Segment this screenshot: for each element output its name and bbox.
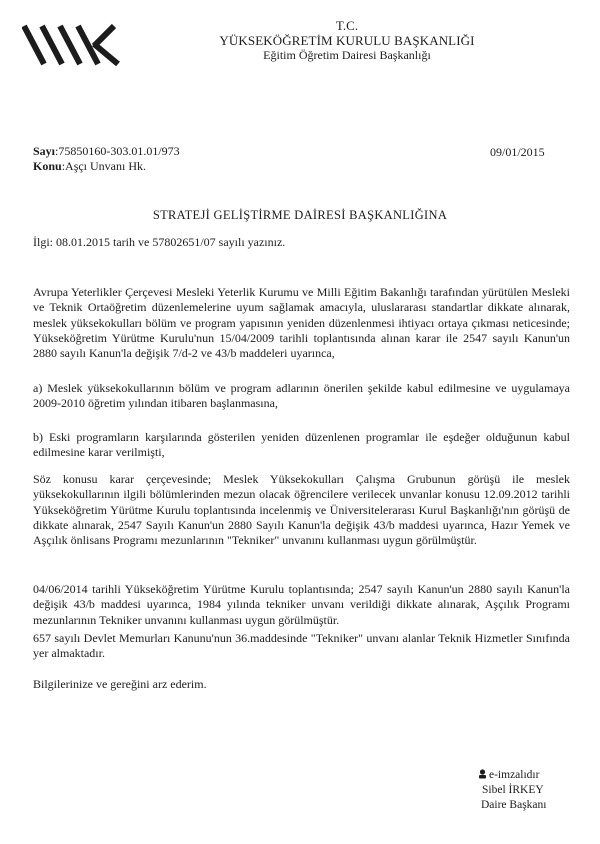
paragraph-657-law: 657 sayılı Devlet Memurları Kanunu'nun 36.maddesinde "Tekniker" unvanı alanlar Teknik Hizmetler Sınıfında yer almaktadır. — [33, 631, 570, 661]
konu-value: :Aşçı Unvanı Hk. — [61, 159, 147, 173]
signer-title: Daire Başkanı — [481, 799, 547, 811]
sayi-line — [33, 144, 180, 159]
signer-name: Sibel İRKEY — [482, 784, 544, 796]
document-date: 09/01/2015 — [490, 145, 545, 159]
sayi-label: Sayı — [33, 144, 56, 158]
department-name: Eğitim Öğretim Dairesi Başkanlığı — [263, 48, 431, 62]
konu-label: Konu — [33, 159, 62, 173]
letterhead — [212, 18, 482, 63]
paragraph-2014-decision: 04/06/2014 tarihli Yükseköğretim Yürütme Kurulu toplantısında; 2547 sayılı Kanun'un 2880 sayılı Kanun'la değişik 43/b maddesi uyarınca, 1984 yılında tekniker unvanı verildiği dikkate alınarak, Aşçılık Programı mezunlarının Tekniker unvanını kullanması uygun görülmüştür. — [33, 582, 570, 627]
reference-line: İlgi: 08.01.2015 tarih ve 57802651/07 sayılı yazınız. — [33, 235, 286, 249]
paragraph-decision: Söz konusu karar çerçevesinde; Meslek Yüksekokulları Çalışma Grubunun görüşü ile meslek yüksekokullarının ilgili bölümlerinden mezun olacak öğrencilere verilecek unvanlar konusu 12.09.2012 tarihli Yükseköğretim Yürütme Kurulu toplantısında incelenmiş ve Üniversitelerarası Kurul Başkanlığı'nın görüşü de dikkate alınarak, 2547 Sayılı Kanun'un 2880 Sayılı Kanun'la değişik 43/b maddesi uyarınca, Hazır Yemek ve Aşçılık önlisans Programı mezunlarının "Tekniker" unvanını kullanması uygun görülmüştür. — [33, 472, 570, 548]
esign-label: e-imzalıdır — [489, 769, 540, 781]
tc-label: T.C. — [335, 18, 359, 33]
signature-block — [478, 768, 588, 813]
esign-line — [478, 768, 588, 783]
closing-line: Bilgilerinize ve gereğini arz ederim. — [33, 677, 207, 691]
e-signature-icon — [478, 769, 487, 779]
konu-line — [33, 159, 146, 174]
yok-logo-icon — [22, 22, 130, 68]
sayi-value: :75850160-303.01.01/973 — [55, 144, 180, 158]
paragraph-item-b: b) Eski programların karşılarında gösterilen yeniden düzenlenen programlar ile eşdeğer olduğunun kabul edilmesine karar verilmişti, — [33, 430, 570, 460]
paragraph-item-a: a) Meslek yüksekokullarının bölüm ve program adlarının önerilen şekilde kabul edilmesine ve uygulamaya 2009-2010 öğretim yılından itibaren başlanmasına, — [33, 381, 570, 411]
institution-name: YÜKSEKÖĞRETİM KURULU BAŞKANLIĞI — [219, 33, 475, 48]
paragraph-intro: Avrupa Yeterlikler Çerçevesi Mesleki Yeterlik Kurumu ve Milli Eğitim Bakanlığı tarafından yürütülen Mesleki ve Teknik Ortaöğretim düzenlemelerine uyum sağlamak amacıyla, uluslararası standartlar dikkate alınarak, meslek yüksekokulları bölüm ve program yapısının yeniden düzenlenmesi ihtiyacı ortaya çıkması neticesinde; Yükseköğretim Yürütme Kurulu'nun 15/04/2009 tarihli toplantısında alınan karar ile 2547 sayılı Kanun'un 2880 sayılı Kanun'la değişik 7/d-2 ve 43/b maddeleri uyarınca, — [33, 285, 570, 361]
addressee-heading: STRATEJİ GELİŞTİRME DAİRESİ BAŞKANLIĞINA — [152, 208, 448, 222]
